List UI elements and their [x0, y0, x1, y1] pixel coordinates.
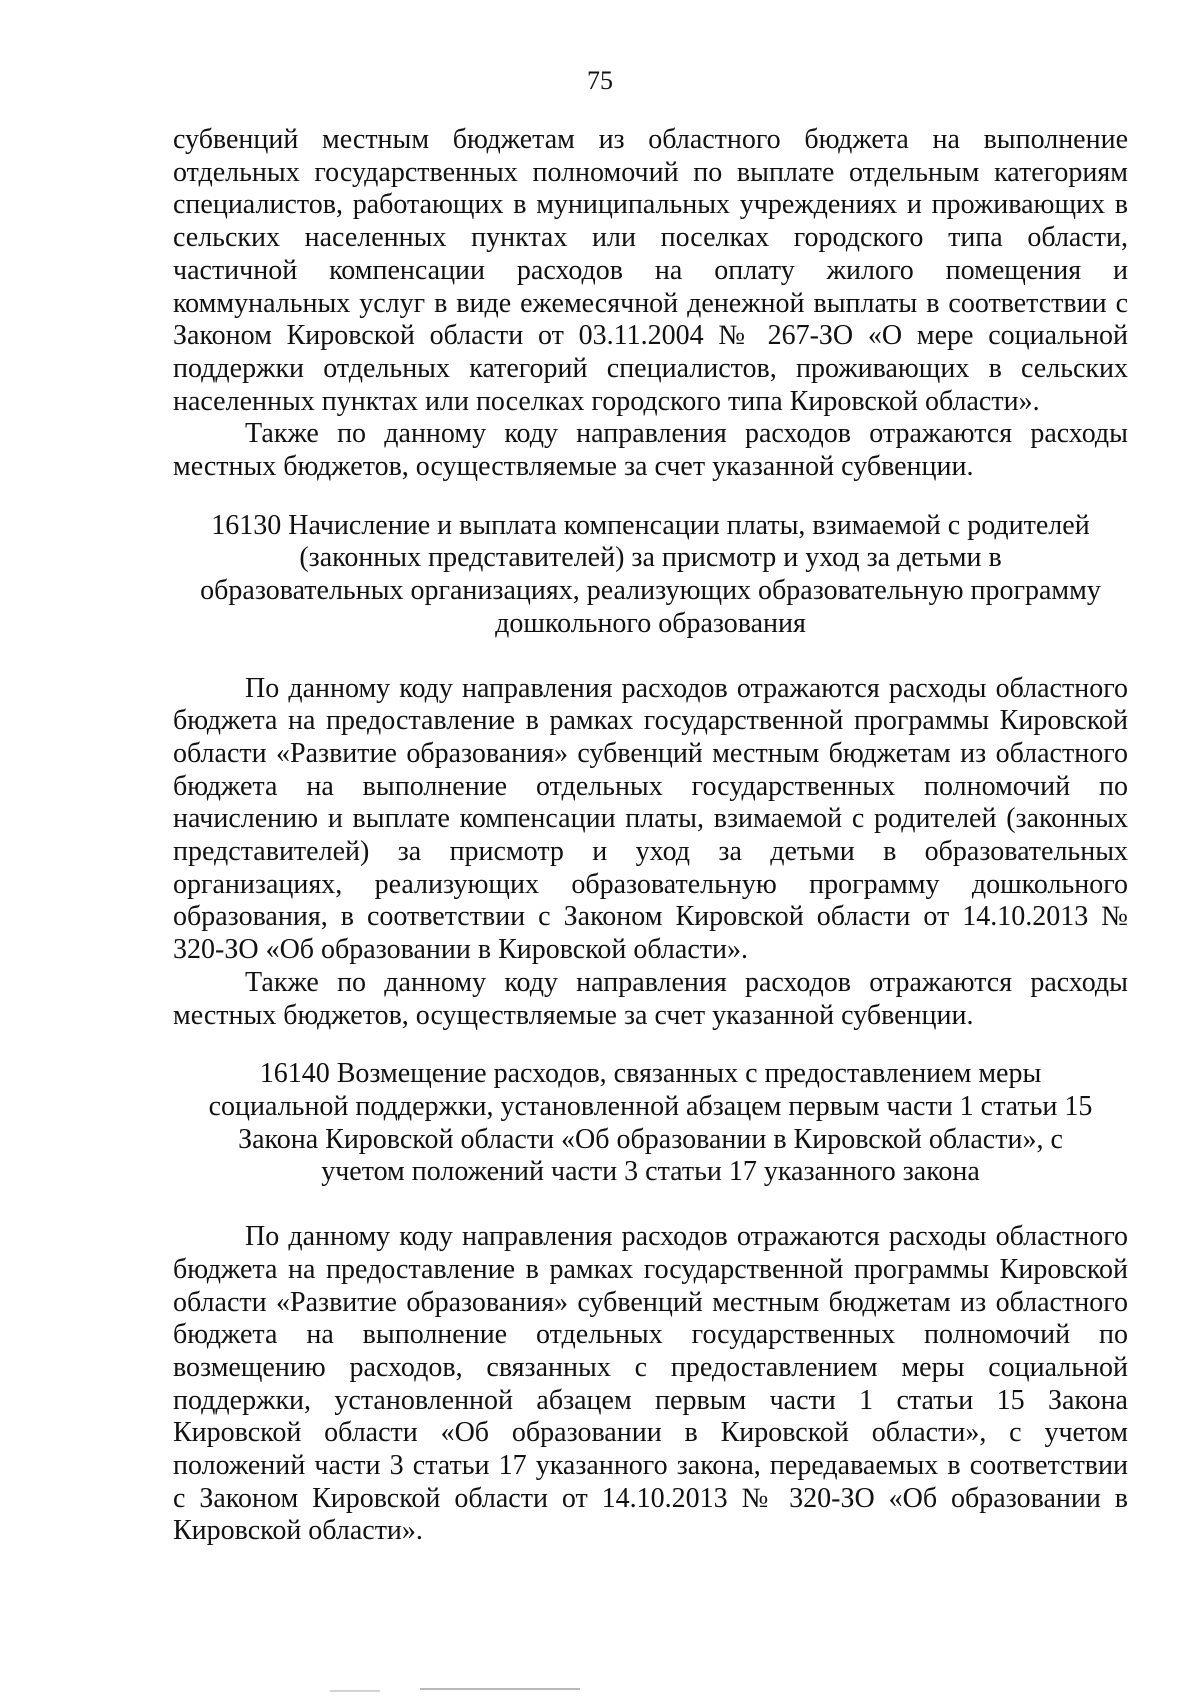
- also-paragraph: Также по данному коду направления расходов отражаются расходы местных бюджетов, осуществляемые за счет указанной субвенции.: [173, 418, 1128, 483]
- section-body-16130: По данному коду направления расходов отражаются расходы областного бюджета на предоставление в рамках государственной программы Кировской области «Развитие образования» субвенций местным бюджетам из областного бюджета на выполнение отдельных государственных полномочий по начислению и выплате компенсации платы, взимаемой с родителей (законных представителей) за присмотр и уход за детьми в образовательных организациях, реализующих образовательную программу дошкольного образования, в соответствии с Законом Кировской области от 14.10.2013 № 320-ЗО «Об образовании в Кировской области».: [173, 672, 1128, 966]
- document-body: [173, 124, 1128, 1548]
- spacer: [173, 1032, 1128, 1058]
- spacer: [173, 641, 1128, 673]
- page-number: 75: [587, 66, 613, 95]
- section-body-16140: По данному коду направления расходов отражаются расходы областного бюджета на предоставление в рамках государственной программы Кировской области «Развитие образования» субвенций местным бюджетам из областного бюджета на выполнение отдельных государственных полномочий по возмещению расходов, связанных с предоставлением меры социальной поддержки, установленной абзацем первым части 1 статьи 15 Закона Кировской области «Об образовании в Кировской области», с учетом положений части 3 статьи 17 указанного закона, передаваемых в соответствии с Законом Кировской области от 14.10.2013 № 320-ЗО «Об образовании в Кировской области».: [173, 1221, 1128, 1547]
- section-heading-16130: 16130 Начисление и выплата компенсации платы, взимаемой с родителей (законных представителей) за присмотр и уход за детьми в образовательных организациях, реализующих образовательную программу дошкольного образования: [200, 509, 1101, 639]
- section-heading-16140: 16140 Возмещение расходов, связанных с предоставлением меры социальной поддержки, установленной абзацем первым части 1 статьи 15 Закона Кировской области «Об образовании в Кировской области», с учетом положений части 3 статьи 17 указанного закона: [208, 1058, 1093, 1188]
- spacer: [173, 1189, 1128, 1221]
- continuation-paragraph: субвенций местным бюджетам из областного бюджета на выполнение отдельных государственных полномочий по выплате отдельным категориям специалистов, работающих в муниципальных учреждениях и проживающих в сельских населенных пунктах или поселках городского типа области, частичной компенсации расходов на оплату жилого помещения и коммунальных услуг в виде ежемесячной денежной выплаты в соответствии с Законом Кировской области от 03.11.2004 № 267-ЗО «О мере социальной поддержки отдельных категорий специалистов, проживающих в сельских населенных пунктах или поселках городского типа Кировской области».: [173, 124, 1128, 417]
- spacer: [173, 484, 1128, 510]
- scan-artifact: [420, 1688, 580, 1690]
- scan-artifact: [330, 1690, 380, 1692]
- also-paragraph-16130: Также по данному коду направления расходов отражаются расходы местных бюджетов, осуществляемые за счет указанной субвенции.: [173, 966, 1128, 1031]
